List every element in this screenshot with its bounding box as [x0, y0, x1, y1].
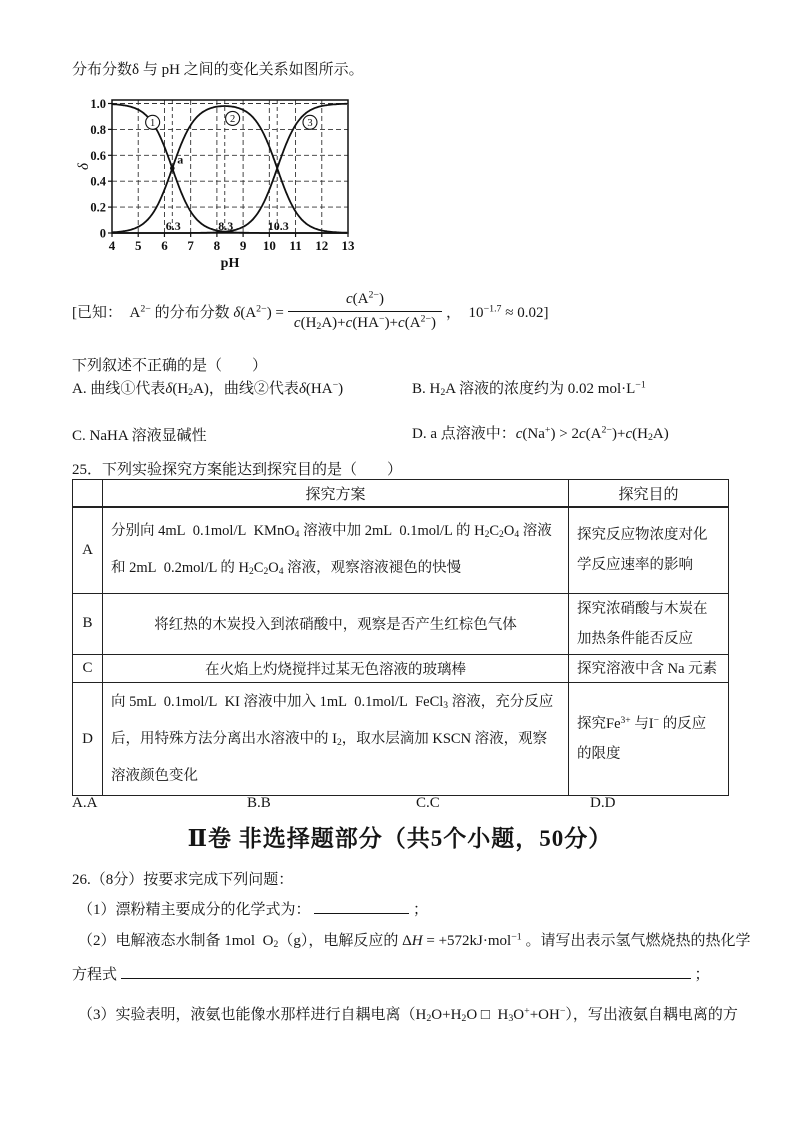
- table-row-c: [73, 655, 729, 683]
- answer-choice-c: C.C: [416, 795, 440, 811]
- q26-part1-text: （1）漂粉精主要成分的化学式为：: [78, 902, 311, 918]
- svg-text:4: 4: [108, 238, 116, 253]
- intro-text: 分布分数δ 与 pH 之间的变化关系如图所示。: [72, 62, 364, 78]
- option-24-c: C. NaHA 溶液显碱性: [72, 428, 207, 444]
- distribution-fraction-chart: [70, 88, 380, 270]
- svg-text:δ: δ: [76, 163, 92, 170]
- svg-text:0.8: 0.8: [90, 122, 106, 137]
- question-26-header: 26.（8分）按要求完成下列问题：: [72, 872, 294, 888]
- row-purpose: 探究反应物浓度对化学反应速率的影响: [569, 507, 729, 593]
- question-26-part3: （3）实验表明，液氨也能像水那样进行自耦电离（$H_2O+H_2O$ □ $H_3O^++OH^-$），写出液氨自耦电离的方: [78, 1005, 738, 1025]
- table-header-row: [73, 480, 729, 508]
- question-26-part1: [78, 898, 428, 919]
- row-purpose: 探究溶液中含 Na 元素: [569, 655, 729, 683]
- svg-text:10.3: 10.3: [267, 219, 289, 233]
- known-formula: [72, 272, 548, 350]
- option-24-b: B. $H_2A$ 溶液的浓度约为 0.02 $mol\cdot L^{-1}$: [412, 379, 646, 399]
- svg-text:3: 3: [307, 117, 313, 129]
- q26-part2-suffix: ；: [694, 967, 710, 983]
- svg-text:0.2: 0.2: [90, 200, 106, 215]
- q26-part1-blank: [314, 898, 409, 914]
- svg-text:13: 13: [341, 238, 355, 253]
- fraction-numerator: $c(A^{2-})$: [288, 290, 442, 312]
- option-24-d: D. a 点溶液中：$c(Na^+) > 2c(A^{2-})+c(H_2A)$: [412, 424, 669, 444]
- known-suffix: ， $10^{-1.7} \approx 0.02$]: [446, 303, 549, 321]
- row-key: B: [73, 593, 103, 655]
- question-25-stem: 25．下列实验探究方案能达到探究目的是（ ）: [72, 462, 403, 478]
- svg-text:pH: pH: [220, 256, 240, 270]
- question-24-stem: 下列叙述不正确的是（ ）: [72, 358, 268, 374]
- row-plan: 将红热的木炭投入到浓硝酸中，观察是否产生红棕色气体: [103, 593, 569, 655]
- table-header-plan: 探究方案: [103, 480, 569, 508]
- answer-choice-b: B.B: [247, 795, 271, 811]
- row-purpose: 探究$Fe^{3+}$ 与I− 的反应的限度: [569, 683, 729, 796]
- svg-text:1.0: 1.0: [90, 97, 106, 111]
- svg-text:0: 0: [99, 226, 106, 241]
- answer-choice-a: A.A: [72, 795, 98, 811]
- svg-text:11: 11: [289, 238, 302, 253]
- row-plan: 向 5mL 0.1mol/L KI 溶液中加入 1mL 0.1mol/L FeCl$_3$ 溶液，充分反应后，用特殊方法分离出水溶液中的 $I_2$，取水层滴加 KSCN 溶液，观察溶液颜色变化: [103, 683, 569, 796]
- svg-text:10: 10: [262, 238, 276, 253]
- table-row-d: [73, 683, 729, 796]
- q26-part2-prefix: 方程式: [72, 967, 118, 983]
- question-26-part2-line2: [72, 963, 710, 984]
- svg-text:a: a: [177, 152, 184, 167]
- known-prefix: [已知： $A^{2-}$ 的分布分数 $\delta(A^{2-})$ =: [72, 303, 284, 321]
- exploration-table: [72, 479, 729, 796]
- svg-text:6.3: 6.3: [165, 219, 181, 233]
- svg-text:1: 1: [150, 117, 156, 129]
- row-purpose: 探究浓硝酸与木炭在加热条件能否反应: [569, 593, 729, 655]
- svg-text:2: 2: [229, 113, 236, 125]
- table-header-key: [73, 480, 103, 508]
- row-key: A: [73, 507, 103, 593]
- row-plan: 在火焰上灼烧搅拌过某无色溶液的玻璃棒: [103, 655, 569, 683]
- svg-text:9: 9: [239, 238, 247, 253]
- svg-text:6: 6: [161, 238, 168, 253]
- q26-part2-blank: [121, 963, 691, 979]
- row-key: C: [73, 655, 103, 683]
- svg-text:8: 8: [213, 238, 221, 253]
- svg-text:12: 12: [315, 238, 329, 253]
- svg-text:8.3: 8.3: [218, 219, 234, 233]
- svg-text:7: 7: [187, 238, 194, 253]
- section-2-title: Ⅱ卷 非选择题部分（共5个小题，50分）: [187, 826, 613, 851]
- formula-fraction: [288, 290, 442, 332]
- row-plan: 分别向 4mL 0.1mol/L KMnO$_4$ 溶液中加 2mL 0.1mol/L 的 $H_2C_2O_4$ 溶液和 2mL 0.2mol/L 的 $H_2C_2O_4$ 溶液，观察溶液褪色的快慢: [103, 507, 569, 593]
- table-row-b: [73, 593, 729, 655]
- fraction-denominator: $c(H_2A)+c(HA^-)+c(A^{2-})$: [293, 313, 437, 333]
- table-row-a: [73, 507, 729, 593]
- row-key: D: [73, 683, 103, 796]
- table-header-purpose: 探究目的: [569, 480, 729, 508]
- question-26-part2-line1: （2）电解液态水制备 1mol $O_2(g)$，电解反应的 ΔH = +572kJ·mol$^{-1}$ 。请写出表示氢气燃烧热的热化学: [78, 931, 751, 951]
- svg-text:5: 5: [134, 238, 142, 253]
- answer-choice-d: D.D: [590, 795, 616, 811]
- svg-text:0.4: 0.4: [90, 174, 106, 189]
- option-24-a: A. 曲线①代表$\delta(H_2A)$，曲线②代表δ(HA−): [72, 379, 344, 399]
- q26-part1-suffix: ；: [413, 902, 429, 918]
- svg-text:0.6: 0.6: [90, 148, 106, 163]
